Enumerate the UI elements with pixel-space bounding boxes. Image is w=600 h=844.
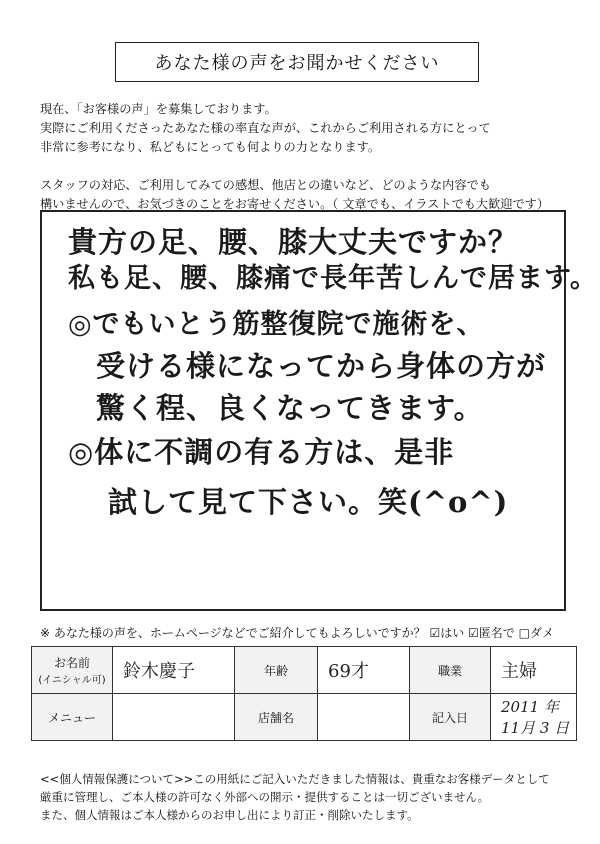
handwritten-line: ◎体に不調の有る方は、是非 xyxy=(68,435,455,469)
comment-box xyxy=(40,210,598,611)
intro-line: 構いませんので、お気づきのことをお寄せください。（ 文章でも、イラストでも大歓迎です） xyxy=(40,197,550,211)
menu-label: メニュー xyxy=(32,694,113,741)
customer-info-table xyxy=(31,646,577,741)
intro-text xyxy=(40,100,580,214)
handwritten-line: 受ける様になってから身体の方が xyxy=(96,349,547,383)
consent-notice: ※ あなた様の声を、ホームページなどでご紹介してもよろしいですか？ ☑はい ☑匿名で □ダメ xyxy=(40,626,554,640)
handwritten-line: 私も足、腰、膝痛で長年苦しんで居ます。 xyxy=(68,263,598,294)
page-title xyxy=(115,42,479,82)
intro-line: 現在、「お客様の声」を募集しております。 xyxy=(40,102,277,116)
intro-line: スタッフの対応、ご利用してみての感想、他店との違いなど、どのような内容でも xyxy=(40,178,491,192)
menu-field[interactable] xyxy=(113,694,235,741)
handwritten-line: 試して見て下さい。笑(^o^) xyxy=(108,485,509,519)
handwritten-line: ◎でもいとう筋整復院で施術を、 xyxy=(68,309,485,340)
shop-field[interactable] xyxy=(318,694,410,741)
age-label: 年齢 xyxy=(235,647,318,694)
job-field[interactable]: 主婦 xyxy=(491,647,577,694)
job-label: 職業 xyxy=(410,647,491,694)
footer-line: また、個人情報はご本人様からのお申し出により訂正・削除いたします。 xyxy=(40,808,419,822)
date-field[interactable]: 2011 年 11月 3 日 xyxy=(491,694,577,741)
name-label xyxy=(32,647,113,694)
shop-label: 店舗名 xyxy=(235,694,318,741)
privacy-footer xyxy=(40,770,585,824)
page-title-text: あなた様の声をお聞かせください xyxy=(154,53,440,74)
handwritten-line: 驚く程、良くなってきます。 xyxy=(96,391,484,425)
footer-line: 厳重に管理し、ご本人様の許可なく外部への開示・提供することは一切ございません。 xyxy=(40,790,490,804)
name-sublabel: (イニシャル可) xyxy=(38,675,106,686)
name-field[interactable]: 鈴木慶子 xyxy=(113,647,235,694)
handwritten-line: 貴方の足、腰、膝大丈夫ですか？ xyxy=(68,225,519,259)
age-field[interactable]: 69才 xyxy=(318,647,410,694)
name-label-text: お名前 xyxy=(53,656,90,670)
footer-line: <<個人情報保護について>>この用紙にご記入いただきました情報は、貴重なお客様データとして xyxy=(40,772,550,786)
intro-line: 非常に参考になり、私どもにとっても何よりの力となります。 xyxy=(40,140,381,154)
date-label: 記入日 xyxy=(410,694,491,741)
intro-line: 実際にご利用くださったあなた様の率直な声が、これからご利用される方にとって xyxy=(40,121,491,135)
